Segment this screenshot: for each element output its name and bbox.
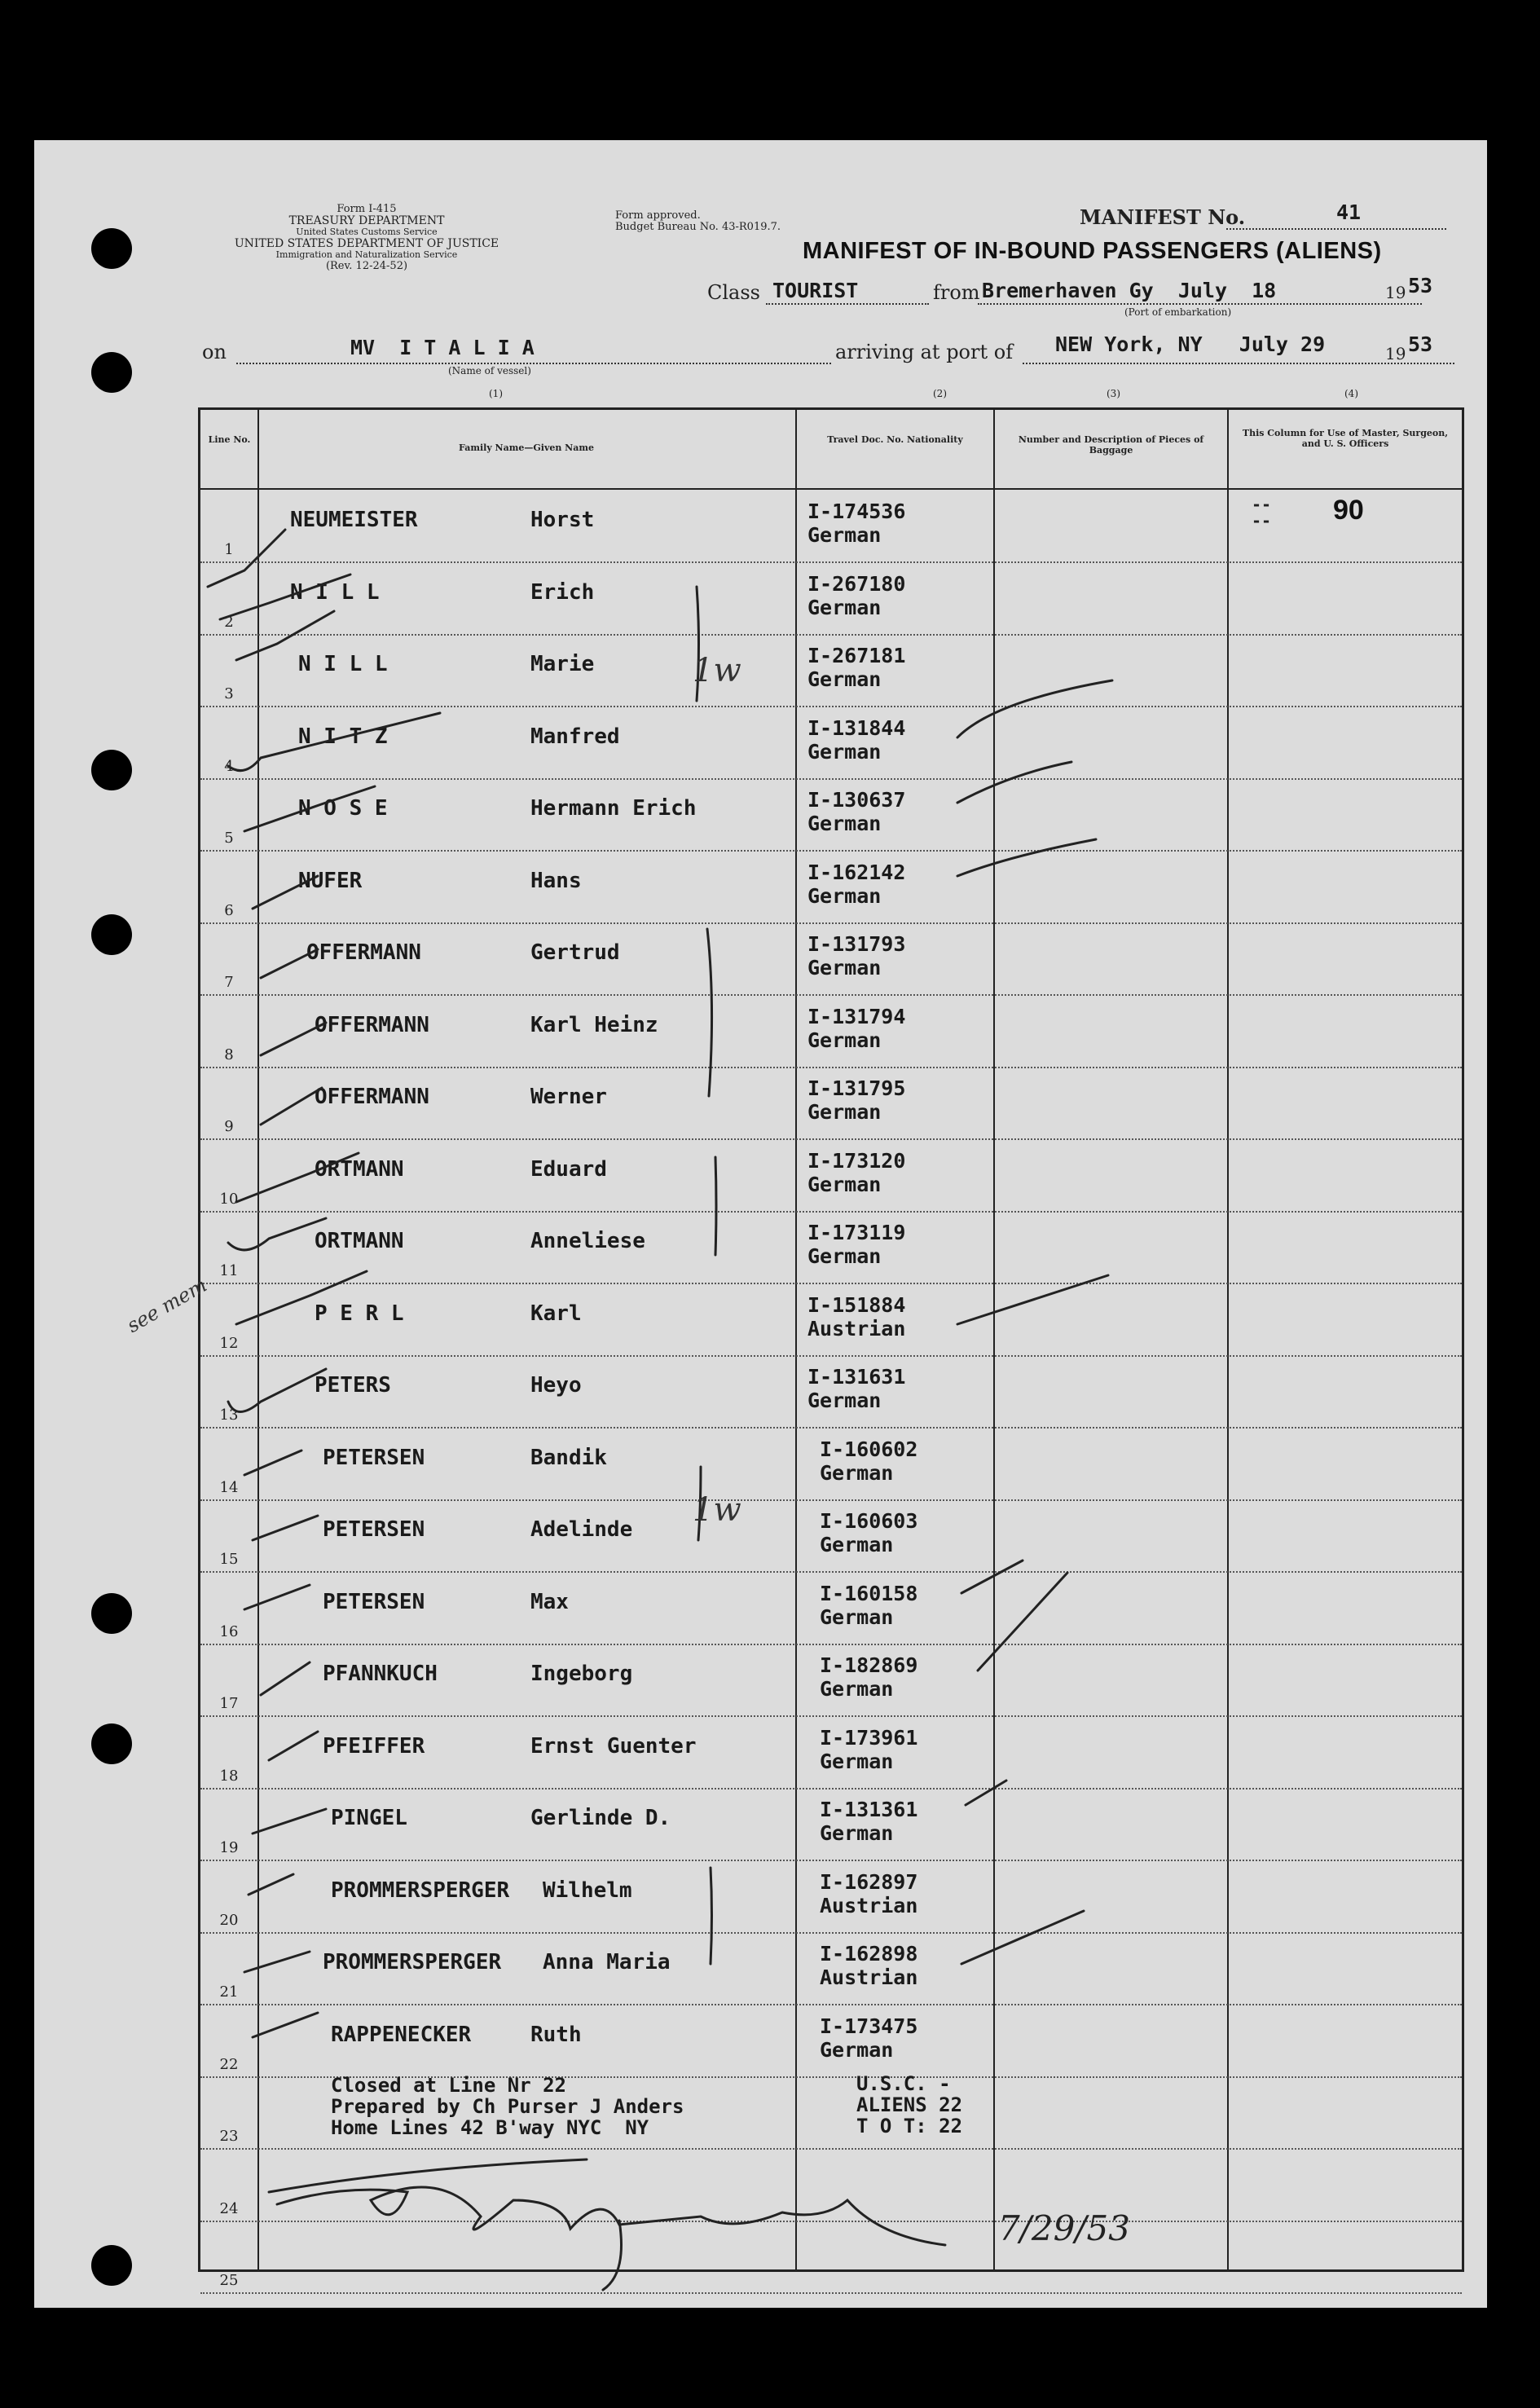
table-row [200, 1211, 1462, 1284]
family-name: PETERSEN [323, 1445, 425, 1470]
given-name: Ingeborg [530, 1662, 633, 1686]
year1: 53 [1408, 274, 1433, 297]
binder-hole [91, 914, 132, 955]
nationality: German [820, 1533, 894, 1556]
doc-number: I-162898 [820, 1942, 918, 1966]
travel-doc [807, 500, 905, 547]
from-line [978, 303, 1422, 305]
handwritten-date: 7/29/53 [998, 2208, 1130, 2248]
travel-doc [820, 1437, 917, 1485]
doc-number: I-267181 [807, 644, 906, 667]
form-agencies [187, 204, 546, 272]
family-name: N I T Z [298, 724, 388, 749]
doc-number: I-130637 [807, 788, 906, 812]
class-line [766, 303, 929, 305]
doc-number: I-151884 [807, 1292, 906, 1317]
dept1: TREASURY DEPARTMENT [288, 214, 445, 227]
family-name: OFFERMANN [306, 940, 421, 965]
family-name: PROMMERSPERGER [323, 1950, 502, 1974]
family-name: PFANNKUCH [323, 1662, 438, 1686]
table-row [200, 2005, 1462, 2078]
given-name: Anna Maria [543, 1950, 671, 1974]
family-name: N O S E [298, 796, 388, 821]
line-number: 22 [219, 2055, 239, 2073]
nationality: German [807, 1172, 882, 1196]
line-number: 19 [219, 1839, 239, 1856]
family-name: PFEIFFER [323, 1733, 425, 1759]
nationality: German [807, 595, 882, 619]
table-row [200, 1644, 1462, 1717]
form-rev: (Rev. 12-24-52) [325, 260, 408, 272]
given-name: Gerlinde D. [530, 1806, 671, 1830]
passenger-table [198, 407, 1464, 2289]
travel-doc [807, 932, 905, 979]
travel-doc [820, 1582, 917, 1629]
closing-line-3: Home Lines 42 B'way NYC NY [331, 2116, 649, 2139]
given-name: Marie [530, 652, 595, 676]
family-name: PROMMERSPERGER [331, 1878, 510, 1903]
travel-doc [807, 1005, 905, 1052]
binder-hole [91, 352, 132, 393]
line-number: 4 [224, 757, 234, 775]
given-name: Hermann Erich [530, 796, 697, 821]
table-row [200, 1788, 1462, 1861]
doc-number: I-160603 [820, 1509, 918, 1533]
class-label: Class [707, 281, 760, 304]
table-row [200, 1067, 1462, 1140]
given-name: Max [530, 1589, 569, 1614]
travel-doc [820, 1870, 917, 1917]
given-name: Eduard [530, 1156, 607, 1182]
nationality: German [820, 1605, 894, 1629]
given-name: Wilhelm [543, 1878, 632, 1903]
line-number: 2 [224, 613, 234, 631]
given-name: Adelinde [530, 1517, 633, 1542]
table-row [200, 490, 1462, 563]
manifest-title: MANIFEST OF IN-BOUND PASSENGERS (ALIENS) [803, 238, 1382, 264]
col-num-2: (2) [933, 388, 947, 399]
doc-number: I-162897 [820, 1869, 918, 1894]
travel-doc [807, 1221, 905, 1268]
vessel-line [236, 363, 831, 364]
family-name: ORTMANN [315, 1156, 404, 1182]
line-number: 16 [219, 1622, 239, 1640]
line-number: 18 [219, 1767, 239, 1785]
table-row [200, 851, 1462, 924]
doc-number: I-182869 [820, 1653, 918, 1677]
from-label: from [933, 281, 980, 304]
nationality: German [807, 523, 882, 547]
binder-hole [91, 1593, 132, 1634]
travel-doc [820, 1653, 917, 1701]
travel-doc [807, 1365, 905, 1412]
doc-number: I-267180 [807, 571, 906, 596]
line-number: 25 [219, 2272, 239, 2289]
doc-number: I-131795 [807, 1076, 906, 1100]
nationality: German [820, 1821, 894, 1845]
nationality: German [807, 1389, 882, 1412]
year2: 53 [1408, 332, 1433, 356]
table-row [200, 1139, 1462, 1213]
doc-number: I-131844 [807, 715, 906, 740]
nationality: German [807, 812, 882, 835]
nationality: German [820, 1460, 894, 1485]
given-name: Ruth [530, 2022, 582, 2047]
given-name: Hans [530, 868, 582, 893]
line-number: 9 [224, 1118, 234, 1135]
travel-doc [820, 2014, 917, 2062]
line-number: 7 [224, 974, 234, 991]
port-embark-caption: (Port of embarkation) [1124, 306, 1232, 318]
travel-doc [807, 572, 905, 619]
line-number: 3 [224, 685, 234, 702]
line-number: 17 [219, 1695, 239, 1712]
manifest-no-label: MANIFEST No. [1080, 205, 1246, 229]
family-name: NEUMEISTER [290, 508, 418, 532]
budget-bureau: Budget Bureau No. 43-R019.7. [615, 221, 781, 233]
header-baggage: Number and Description of Pieces of Baggage [1018, 434, 1204, 456]
doc-number: I-162142 [807, 860, 906, 884]
tick-note-1: 1w [693, 652, 741, 689]
vessel-caption: (Name of vessel) [448, 365, 531, 376]
nationality: German [807, 1244, 882, 1268]
table-row [200, 1428, 1462, 1501]
form-approved: Form approved. [615, 209, 701, 222]
dept1-sub: United States Customs Service [296, 227, 438, 237]
arriving-label: arriving at port of [835, 341, 1014, 363]
nationality: Austrian [820, 1966, 918, 1989]
year1-prefix: 19 [1385, 283, 1406, 302]
manifest-no-line [1226, 228, 1446, 230]
nationality: German [807, 739, 882, 764]
header-name: Family Name—Given Name [459, 442, 594, 453]
dept2: UNITED STATES DEPARTMENT OF JUSTICE [234, 237, 499, 250]
line-number: 12 [219, 1334, 239, 1352]
nationality: German [807, 667, 882, 691]
travel-doc [820, 1509, 917, 1556]
col-num-4: (4) [1344, 388, 1358, 399]
table-row [200, 562, 1462, 636]
header-line-no: Line No. [208, 434, 251, 445]
binder-hole [91, 228, 132, 269]
table-row [200, 995, 1462, 1068]
nationality: German [820, 1677, 894, 1701]
family-name: PINGEL [331, 1806, 407, 1830]
nationality: German [807, 1100, 882, 1124]
from-value: Bremerhaven Gy July 18 [982, 279, 1277, 302]
travel-doc [807, 861, 905, 908]
travel-doc [807, 1076, 905, 1124]
family-name: PETERS [315, 1373, 391, 1398]
line-number: 20 [219, 1911, 239, 1929]
family-name: PETERSEN [323, 1589, 425, 1614]
form-id: Form I-415 [337, 203, 397, 215]
travel-doc [807, 788, 905, 835]
travel-doc [807, 644, 905, 691]
travel-doc [807, 1149, 905, 1196]
margin-note: see mem [123, 1273, 211, 1338]
table-row [200, 778, 1462, 852]
doc-number: I-173961 [820, 1725, 918, 1750]
table-row [200, 1355, 1462, 1429]
family-name: OFFERMANN [315, 1085, 429, 1109]
form-approval [615, 210, 803, 233]
line-number: 1 [224, 541, 234, 558]
table-row [200, 1283, 1462, 1357]
col4-value: 90 [1333, 495, 1364, 526]
table-row [200, 2221, 1462, 2294]
nationality: German [807, 883, 882, 908]
family-name: RAPPENECKER [331, 2022, 472, 2047]
nationality: German [820, 1749, 894, 1773]
family-name: ORTMANN [315, 1229, 404, 1253]
given-name: Bandik [530, 1445, 607, 1470]
line-number: 24 [219, 2199, 239, 2217]
family-name: N I L L [298, 652, 388, 676]
header-officers: This Column for Use of Master, Surgeon, and U. S. Officers [1242, 428, 1449, 449]
arrival-value: NEW York, NY July 29 [1055, 332, 1326, 356]
manifest-no: 41 [1336, 200, 1362, 224]
tick-note-2: 1w [693, 1491, 741, 1529]
on-label: on [202, 341, 227, 363]
col-num-1: (1) [489, 388, 503, 399]
table-row [200, 1716, 1462, 1789]
totals-line-1: U.S.C. - [856, 2072, 951, 2095]
given-name: Werner [530, 1085, 607, 1109]
doc-number: I-131794 [807, 1004, 906, 1028]
table-row [200, 922, 1462, 996]
given-name: Karl [530, 1301, 582, 1326]
table-row [200, 1860, 1462, 1934]
line-number: 8 [224, 1046, 234, 1063]
line-number: 21 [219, 1983, 239, 2001]
family-name: N I L L [290, 579, 380, 605]
nationality: Austrian [820, 1893, 918, 1917]
nationality: German [807, 956, 882, 979]
binder-hole [91, 750, 132, 790]
table-row [200, 707, 1462, 780]
doc-number: I-131361 [820, 1798, 918, 1821]
given-name: Horst [530, 508, 595, 532]
line-number: 11 [219, 1262, 239, 1279]
given-name: Manfred [530, 724, 620, 749]
doc-number: I-131793 [807, 932, 906, 956]
closing-line-2: Prepared by Ch Purser J Anders [331, 2095, 684, 2118]
class-value: TOURIST [772, 279, 859, 302]
doc-number: I-131631 [807, 1365, 906, 1389]
doc-number: I-173119 [807, 1221, 906, 1244]
table-row [200, 2149, 1462, 2222]
doc-number: I-174536 [807, 500, 906, 523]
family-name: OFFERMANN [315, 1012, 429, 1037]
table-row [200, 1932, 1462, 2005]
given-name: Heyo [530, 1373, 582, 1398]
line-number: 14 [219, 1478, 239, 1496]
travel-doc [820, 1798, 917, 1845]
doc-number: I-173475 [820, 2014, 918, 2038]
vessel-name: MV I T A L I A [350, 336, 535, 359]
family-name: P E R L [315, 1301, 404, 1326]
family-name: NUFER [298, 868, 363, 893]
col4-check-mark: -- -- [1252, 495, 1272, 530]
given-name: Ernst Guenter [530, 1733, 697, 1759]
family-name: PETERSEN [323, 1517, 425, 1542]
given-name: Karl Heinz [530, 1012, 658, 1037]
travel-doc [807, 716, 905, 764]
doc-number: I-173120 [807, 1148, 906, 1173]
line-number: 6 [224, 901, 234, 919]
totals-line-2: ALIENS 22 [856, 2093, 963, 2116]
year2-prefix: 19 [1385, 344, 1406, 363]
binder-hole [91, 2245, 132, 2286]
table-row [200, 634, 1462, 707]
travel-doc [807, 1293, 905, 1340]
nationality: German [820, 2037, 894, 2062]
doc-number: I-160158 [820, 1581, 918, 1605]
travel-doc [820, 1942, 917, 1989]
travel-doc [820, 1726, 917, 1773]
given-name: Anneliese [530, 1229, 645, 1253]
totals-line-3: T O T: 22 [856, 2115, 963, 2137]
nationality: Austrian [807, 1316, 906, 1340]
given-name: Gertrud [530, 940, 620, 965]
table-row [200, 1572, 1462, 1645]
line-number: 23 [219, 2128, 239, 2145]
binder-hole [91, 1723, 132, 1764]
dept2-sub: Immigration and Naturalization Service [275, 249, 458, 260]
line-number: 15 [219, 1551, 239, 1568]
nationality: German [807, 1028, 882, 1052]
col-num-3: (3) [1107, 388, 1120, 399]
table-row [200, 1499, 1462, 1573]
given-name: Erich [530, 579, 595, 605]
closing-line-1: Closed at Line Nr 22 [331, 2074, 566, 2097]
doc-number: I-160602 [820, 1437, 918, 1461]
line-number: 13 [219, 1407, 239, 1424]
line-number: 5 [224, 830, 234, 847]
line-number: 10 [219, 1190, 239, 1208]
header-travel-doc: Travel Doc. No. Nationality [827, 434, 963, 445]
